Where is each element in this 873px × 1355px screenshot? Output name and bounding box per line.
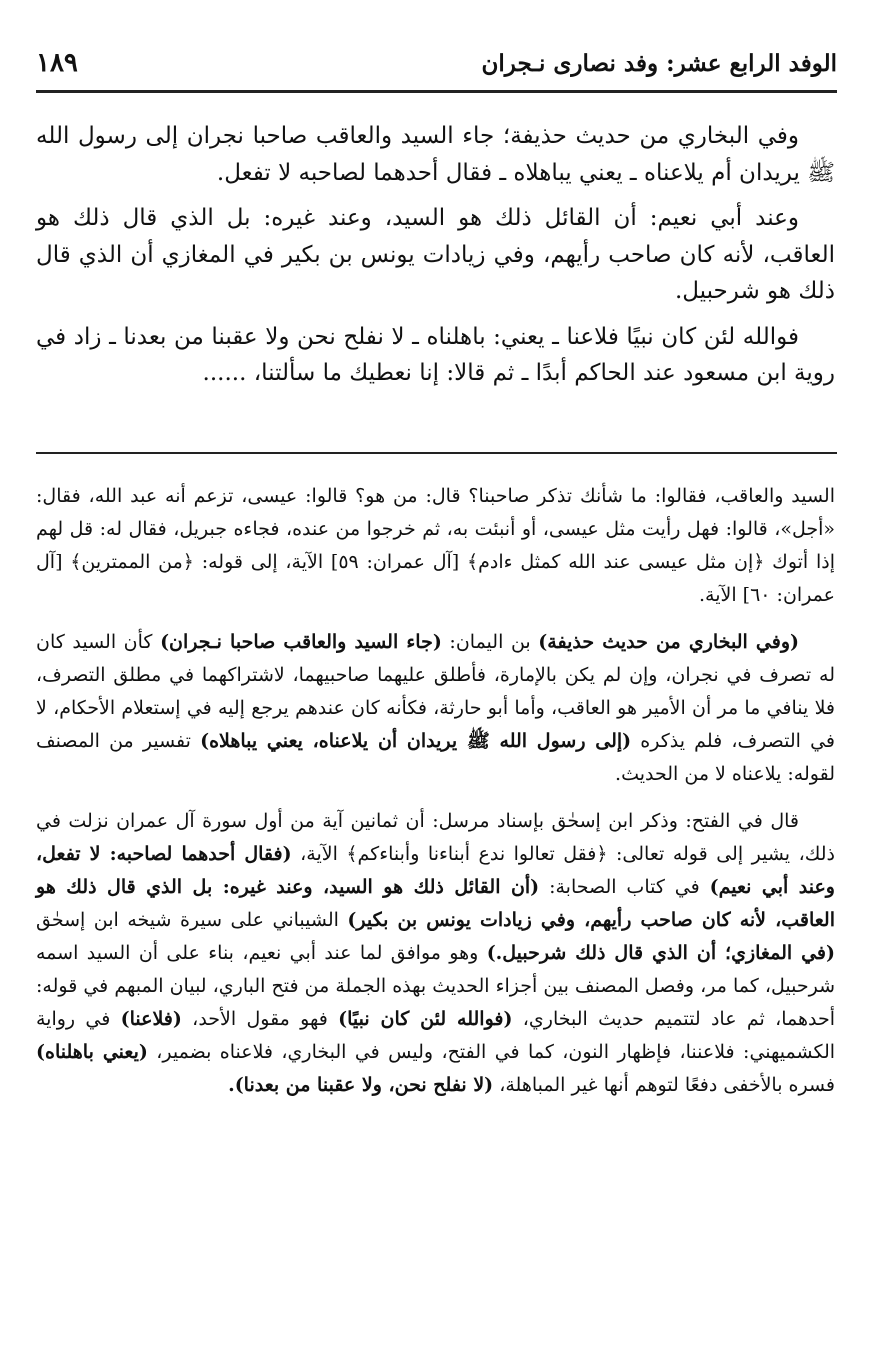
commentary-text: الشيباني على سيرة شيخه ابن إسحٰق <box>36 909 348 931</box>
main-paragraph-2: وعند أبي نعيم: أن القائل ذلك هو السيد، وعند غيره: بل الذي قال ذلك هو العاقب، لأنه كان صاحب رأيهم، وفي زيادات يونس بن بكير في المغازي أن الذي قال ذلك هو شرحبيل. <box>36 205 835 304</box>
page-header <box>36 38 837 88</box>
page-number: ١٨٩ <box>36 48 78 78</box>
footnote-separator <box>36 452 837 454</box>
commentary-text: وهو موافق لما عند أبي نعيم، بناء على أن السيد اسمه شرحبيل، كما مر، وفصل المصنف بين أجزاء الحديث بهذه الجملة من فتح الباري، لبيان المبهم في قوله: أحدهما، ثم عاد لتتميم حديث البخاري، <box>36 942 835 1030</box>
commentary-text: فهو مقول الأحد، <box>181 1008 339 1030</box>
commentary-paragraph-1: السيد والعاقب، فقالوا: ما شأنك تذكر صاحبنا؟ قال: من هو؟ قالوا: عيسى، تزعم أنه عبد الله، فقال: «أجل»، قالوا: فهل رأيت مثل عيسى، أو أنبئت به، ثم خرجوا من عنده، فجاءه جبريل، فقال له: قل لهم إذا أتوك ﴿إن مثل عيسى عند الله كمثل ءادم﴾ [آل عمران: ٥٩] الآية، إلى قوله: ﴿من الممترين﴾ [آل عمران: ٦٠] الآية. <box>36 485 835 606</box>
commentary-text: تفسير من المصنف لقوله: يلاعناه لا من الحديث. <box>36 730 835 785</box>
quoted-text: (فلاعنا) <box>120 1008 182 1030</box>
quoted-text: (فوالله لئن كان نبيًا) <box>338 1008 513 1030</box>
main-paragraph-1: وفي البخاري من حديث حذيفة؛ جاء السيد والعاقب صاحبا نجران إلى رسول الله ﷺ يريدان أم يلاعناه ـ يعني يباهلاه ـ فقال أحدهما لصاحبه لا تفعل. <box>36 123 835 186</box>
quoted-text: (يعني باهلناه) <box>36 1041 148 1063</box>
quoted-text: (فقال أحدهما لصاحبه: لا تفعل، وعند أبي نعيم) <box>36 843 835 898</box>
main-text <box>36 118 835 401</box>
commentary-text: قال في الفتح: وذكر ابن إسحٰق بإسناد مرسل: أن ثمانين آية من أول سورة آل عمران نزلت في ذلك، يشير إلى قوله تعالى: ﴿فقل تعالوا ندع أبناءنا وأبناءكم﴾ الآية، <box>36 810 835 865</box>
quoted-text: (في المغازي؛ أن الذي قال ذلك شرحبيل.) <box>486 942 835 964</box>
quoted-text: (وفي البخاري من حديث حذيفة) <box>538 631 800 653</box>
quoted-text: (إلى رسول الله ﷺ يريدان أن يلاعناه، يعني يباهلاه) <box>200 730 632 752</box>
commentary-paragraph-3 <box>36 805 835 1102</box>
commentary-text: فسره بالأخفى دفعًا لتوهم أنها غير المباهلة، <box>493 1074 835 1096</box>
commentary-text: كأن السيد كان له تصرف في نجران، وإن لم يكن بالإمارة، فأطلق عليهما صاحبيهما، لاشتراكهما في مطلق التصرف، فلا ينافي ما مر أن الأمير هو العاقب، وأما أبو حارثة، فكأنه كان عندهم يرجع إليه في إستعلام الأحكام، لا في التصرف، فلم يذكره <box>36 631 835 752</box>
commentary-paragraph-2 <box>36 626 835 791</box>
quoted-text: (أن القائل ذلك هو السيد، وعند غيره: بل الذي قال ذلك هو العاقب، لأنه كان صاحب رأيهم، وفي زيادات يونس بن بكير) <box>36 876 835 931</box>
commentary-text: في كتاب الصحابة: <box>539 876 710 898</box>
header-rule <box>36 90 837 93</box>
commentary-text: بن اليمان: <box>441 631 539 653</box>
main-paragraph-3: فوالله لئن كان نبيًا فلاعنا ـ يعني: باهلناه ـ لا نفلح نحن ولا عقبنا من بعدنا ـ زاد في روية ابن مسعود عند الحاكم أبدًا ـ ثم قالا: إنا نعطيك ما سألتنا، ...... <box>36 323 835 386</box>
quoted-text: (جاء السيد والعاقب صاحبا نـجران) <box>160 631 442 653</box>
running-title: الوفد الرابع عشر: وفد نصارى نـجران <box>481 49 837 77</box>
commentary-text: في رواية الكشميهني: فلاعننا، فإظهار النون، كما في الفتح، وليس في البخاري، فلاعناه بضمير، <box>36 1008 836 1063</box>
commentary <box>36 480 835 1116</box>
quoted-text: (لا نفلح نحن، ولا عقبنا من بعدنا). <box>228 1074 494 1096</box>
